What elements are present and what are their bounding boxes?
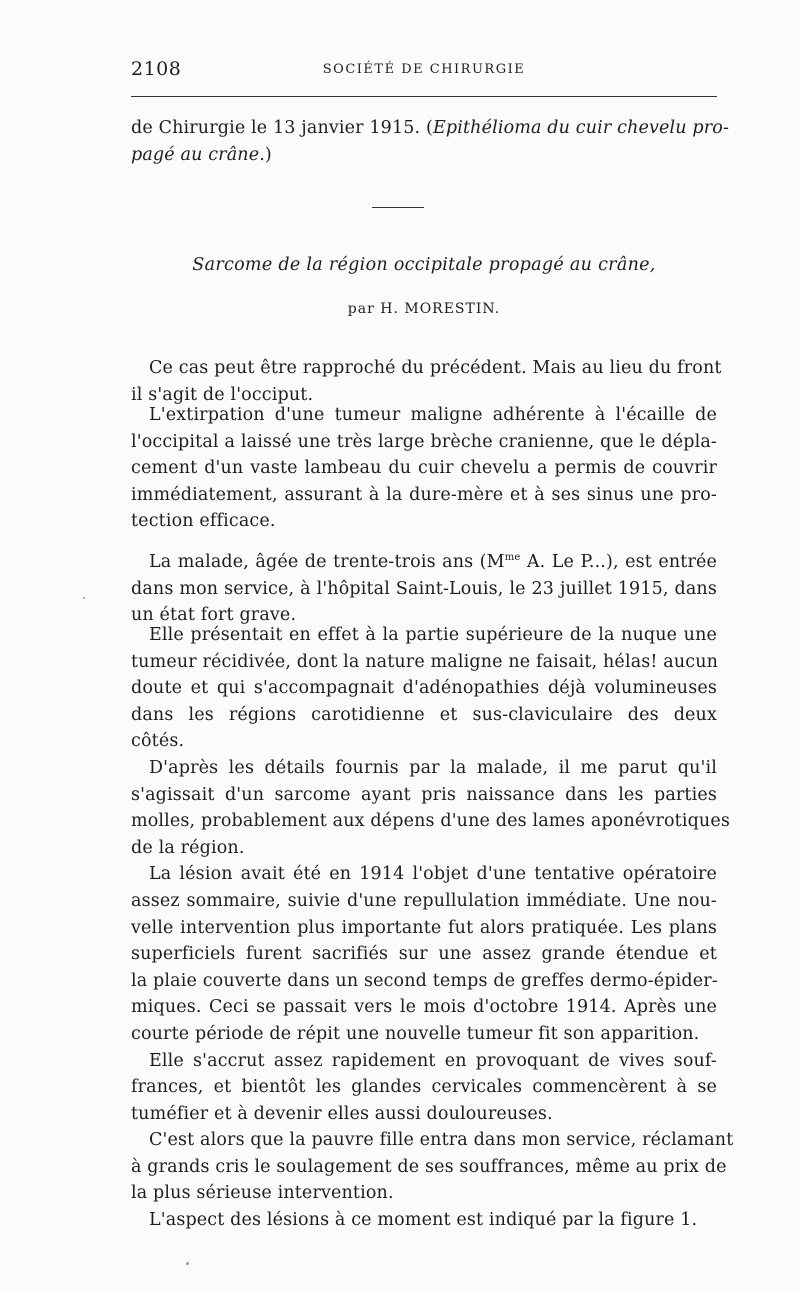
- paragraph-2: [131, 402, 717, 535]
- text-line: de Chirurgie le 13 janvier 1915. (Epithélioma du cuir chevelu pro-: [131, 118, 730, 138]
- text-line: à grands cris le soulagement de ses souffrances, même au prix de: [131, 1156, 727, 1177]
- text-line: La lésion avait été en 1914 l'objet d'une tentative opératoire: [149, 864, 717, 885]
- text-line: s'agissait d'un sarcome ayant pris naissance dans les parties: [131, 784, 717, 805]
- continuation-text: [131, 115, 730, 168]
- page-header: [131, 56, 717, 86]
- text-line: dans les régions carotidienne et sus-claviculaire des deux: [131, 704, 717, 725]
- text-line: D'après les détails fournis par la malade, il me parut qu'il: [149, 757, 717, 778]
- text-line: la plaie couverte dans un second temps de greffes dermo-épider-: [131, 970, 718, 991]
- paragraph-1: [131, 355, 722, 408]
- running-head: SOCIÉTÉ DE CHIRURGIE: [322, 62, 526, 77]
- text-line: tection efficace.: [131, 511, 276, 532]
- text-line: superficiels furent sacrifiés sur une assez grande étendue et: [131, 944, 717, 965]
- text-line: miques. Ceci se passait vers le mois d'octobre 1914. Après une: [131, 997, 717, 1018]
- text-line: courte période de répit une nouvelle tumeur fit son apparition.: [131, 1023, 700, 1044]
- text-line: tuméfier et à devenir elles aussi douloureuses.: [131, 1103, 553, 1124]
- text-line: Elle s'accrut assez rapidement en provoquant de vives souf-: [149, 1050, 717, 1071]
- text-line: La malade, âgée de trente-trois ans ($M^{me}$ A. Le P...), est entrée: [149, 552, 717, 572]
- text-line: Ce cas peut être rapproché du précédent. Mais au lieu du front: [149, 358, 722, 378]
- text-line: tumeur récidivée, dont la nature maligne ne faisait, hélas! aucun: [131, 651, 719, 672]
- text-line: de la région.: [131, 837, 245, 858]
- article-title: Sarcome de la région occipitale propagé au crâne,: [192, 255, 656, 275]
- main-text: [131, 622, 734, 1234]
- section-separator: [372, 207, 424, 208]
- header-rule: [131, 96, 717, 97]
- text-line: cement d'un vaste lambeau du cuir chevelu a permis de couvrir: [131, 458, 717, 479]
- text-line: L'extirpation d'une tumeur maligne adhérente à l'écaille de: [149, 405, 717, 425]
- text-line: la plus sérieuse intervention.: [131, 1183, 394, 1204]
- text-line: dans mon service, à l'hôpital Saint-Louis, le 23 juillet 1915, dans: [131, 578, 717, 599]
- text-line: doute et qui s'accompagnait d'adénopathies déjà volumineuses: [131, 678, 717, 699]
- text-line: molles, probablement aux dépens d'une des lames aponévrotiques: [131, 811, 730, 832]
- text-line: pagé au crâne.): [131, 144, 272, 165]
- text-line: côtés.: [131, 731, 185, 752]
- text-line: L'aspect des lésions à ce moment est indiqué par la figure 1.: [149, 1210, 698, 1231]
- page-number: 2108: [131, 58, 182, 80]
- text-line: il s'agit de l'occiput.: [131, 384, 314, 405]
- paper-speck: [83, 597, 85, 599]
- text-line: velle intervention plus importante fut alors pratiquée. Les plans: [131, 917, 717, 938]
- text-line: frances, et bientôt les glandes cervicales commencèrent à se: [131, 1077, 717, 1098]
- text-line: Elle présentait en effet à la partie supérieure de la nuque une: [149, 625, 717, 645]
- paragraph-3: [131, 549, 717, 629]
- text-line: immédiatement, assurant à la dure-mère et à ses sinus une pro-: [131, 484, 717, 505]
- paper-speck: [186, 1262, 189, 1265]
- text-line: C'est alors que la pauvre fille entra dans mon service, réclamant: [149, 1130, 734, 1151]
- article-author: par H. MORESTIN.: [347, 301, 501, 317]
- text-line: l'occipital a laissé une très large brèche cranienne, que le dépla-: [131, 431, 717, 452]
- text-line: un état fort grave.: [131, 605, 297, 626]
- text-line: assez sommaire, suivie d'une repullulation immédiate. Une nou-: [131, 890, 717, 911]
